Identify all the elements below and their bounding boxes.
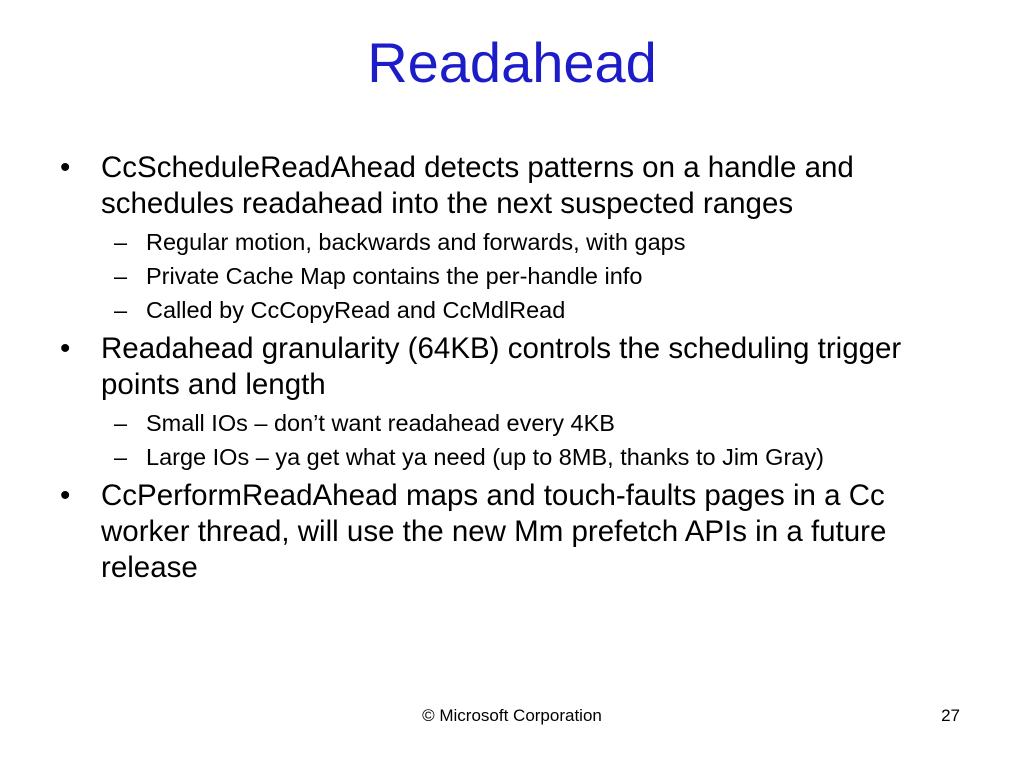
bullet-text: CcPerformReadAhead maps and touch-faults pages in a Cc worker thread, will use the new Mm prefetch APIs in a future release <box>101 479 887 584</box>
bullet-text: CcScheduleReadAhead detects patterns on a handle and schedules readahead into the next suspected ranges <box>101 151 854 220</box>
dash-icon: – <box>114 263 128 289</box>
sub-bullet-item <box>60 296 970 324</box>
dash-icon: – <box>114 444 128 470</box>
bullet-icon: • <box>60 151 71 184</box>
dash-icon: – <box>114 229 128 255</box>
slide-body <box>60 150 970 586</box>
bullet-icon: • <box>60 479 71 512</box>
sub-bullet-item <box>60 443 970 471</box>
dash-icon: – <box>114 410 128 436</box>
bullet-text: Readahead granularity (64KB) controls the scheduling trigger points and length <box>101 332 902 401</box>
bullet-item <box>60 478 970 586</box>
sub-bullet-text: Private Cache Map contains the per-handle info <box>146 263 643 289</box>
sub-bullet-item <box>60 228 970 256</box>
dash-icon: – <box>114 297 128 323</box>
slide-title: Readahead <box>367 31 657 94</box>
bullet-item <box>60 150 970 222</box>
sub-bullet-item <box>60 262 970 290</box>
footer-copyright: © Microsoft Corporation <box>422 706 602 725</box>
sub-bullet-text: Called by CcCopyRead and CcMdlRead <box>146 297 566 323</box>
sub-bullet-text: Small IOs – don’t want readahead every 4KB <box>146 410 615 436</box>
bullet-item <box>60 331 970 403</box>
sub-bullet-item <box>60 409 970 437</box>
bullet-icon: • <box>60 332 71 365</box>
page-number: 27 <box>941 706 960 725</box>
sub-bullet-text: Large IOs – ya get what ya need (up to 8MB, thanks to Jim Gray) <box>146 444 824 470</box>
sub-bullet-text: Regular motion, backwards and forwards, with gaps <box>146 229 686 255</box>
